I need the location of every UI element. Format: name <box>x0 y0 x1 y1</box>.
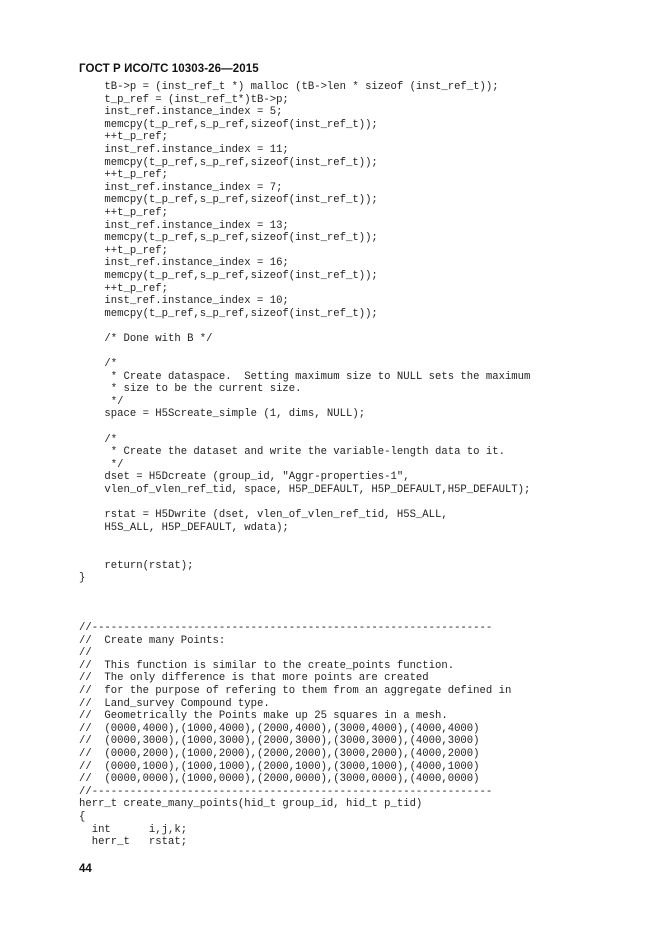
code-line: // Land_survey Compound type. <box>79 697 270 710</box>
code-line: inst_ref.instance_index = 16; <box>79 257 289 270</box>
code-line: dset = H5Dcreate (group_id, "Aggr-properties-1", <box>79 471 410 484</box>
code-line: /* Done with B */ <box>79 332 213 345</box>
code-line: rstat = H5Dwrite (dset, vlen_of_vlen_ref_tid, H5S_ALL, <box>79 509 448 522</box>
code-line: */ <box>79 458 124 471</box>
code-line: // <box>79 647 92 660</box>
code-line: memcpy(t_p_ref,s_p_ref,sizeof(inst_ref_t)); <box>79 156 378 169</box>
code-line: ++t_p_ref; <box>79 282 169 295</box>
code-line: tB->p = (inst_ref_t *) malloc (tB->len * sizeof (inst_ref_t)); <box>79 81 499 93</box>
code-line: //--------------------------------------------------------------- <box>79 622 493 634</box>
code-line: /* <box>79 358 118 371</box>
code-line: // This function is similar to the create_points function. <box>79 659 455 672</box>
code-line: /* <box>79 433 118 446</box>
code-line: memcpy(t_p_ref,s_p_ref,sizeof(inst_ref_t)); <box>79 307 378 320</box>
code-line: inst_ref.instance_index = 13; <box>79 219 289 232</box>
code-line: // (0000,2000),(1000,2000),(2000,2000),(3000,2000),(4000,2000) <box>79 747 480 760</box>
code-line: // (0000,4000),(1000,4000),(2000,4000),(3000,4000),(4000,4000) <box>79 722 480 735</box>
code-line: ++t_p_ref; <box>79 244 169 257</box>
code-line: * Create the dataset and write the variable-length data to it. <box>79 446 505 459</box>
code-line: { <box>79 810 86 823</box>
code-line: // Create many Points: <box>79 634 226 647</box>
code-line: inst_ref.instance_index = 10; <box>79 295 289 308</box>
code-line: ++t_p_ref; <box>79 131 169 144</box>
code-line <box>79 345 530 358</box>
code-line: // (0000,1000),(1000,1000),(2000,1000),(3000,1000),(4000,1000) <box>79 760 480 773</box>
code-line: // (0000,0000),(1000,0000),(2000,0000),(3000,0000),(4000,0000) <box>79 773 480 786</box>
code-line: memcpy(t_p_ref,s_p_ref,sizeof(inst_ref_t)); <box>79 269 378 282</box>
code-line: inst_ref.instance_index = 11; <box>79 143 289 156</box>
code-line: herr_t create_many_points(hid_t group_id, hid_t p_tid) <box>79 798 423 811</box>
code-line: H5S_ALL, H5P_DEFAULT, wdata); <box>79 521 289 534</box>
code-line: // for the purpose of refering to them from an aggregate defined in <box>79 684 512 697</box>
code-line: // (0000,3000),(1000,3000),(2000,3000),(3000,3000),(4000,3000) <box>79 735 480 748</box>
code-line: // Geometrically the Points make up 25 squares in a mesh. <box>79 710 448 723</box>
code-line <box>79 320 530 333</box>
code-line: memcpy(t_p_ref,s_p_ref,sizeof(inst_ref_t)); <box>79 194 378 207</box>
code-line: return(rstat); <box>79 559 194 572</box>
code-line: memcpy(t_p_ref,s_p_ref,sizeof(inst_ref_t)); <box>79 232 378 245</box>
code-line: ++t_p_ref; <box>79 169 169 182</box>
page-number: 44 <box>79 863 92 875</box>
code-line: } <box>79 572 86 585</box>
code-line: //--------------------------------------------------------------- <box>79 785 493 798</box>
code-line: t_p_ref = (inst_ref_t*)tB->p; <box>79 93 289 106</box>
code-line: */ <box>79 395 124 408</box>
code-block-main <box>79 81 530 585</box>
code-line: space = H5Screate_simple (1, dims, NULL); <box>79 408 366 421</box>
code-line: int i,j,k; <box>79 823 188 836</box>
code-line: vlen_of_vlen_ref_tid, space, H5P_DEFAULT, H5P_DEFAULT,H5P_DEFAULT); <box>79 484 531 496</box>
code-line: memcpy(t_p_ref,s_p_ref,sizeof(inst_ref_t)); <box>79 118 378 131</box>
code-line: inst_ref.instance_index = 7; <box>79 181 283 194</box>
code-line <box>79 421 530 434</box>
code-line <box>79 534 530 547</box>
code-line: * size to be the current size. <box>79 383 302 396</box>
code-line: // The only difference is that more points are created <box>79 672 429 685</box>
code-line: ++t_p_ref; <box>79 206 169 219</box>
code-line: inst_ref.instance_index = 5; <box>79 106 283 119</box>
code-line <box>79 497 530 510</box>
code-line: herr_t rstat; <box>79 836 188 849</box>
code-block-create-many-points <box>79 622 511 849</box>
code-line <box>79 547 530 560</box>
document-header: ГОСТ Р ИСО/ТС 10303-26—2015 <box>79 63 259 75</box>
code-line: * Create dataspace. Setting maximum size to NULL sets the maximum <box>79 370 531 383</box>
